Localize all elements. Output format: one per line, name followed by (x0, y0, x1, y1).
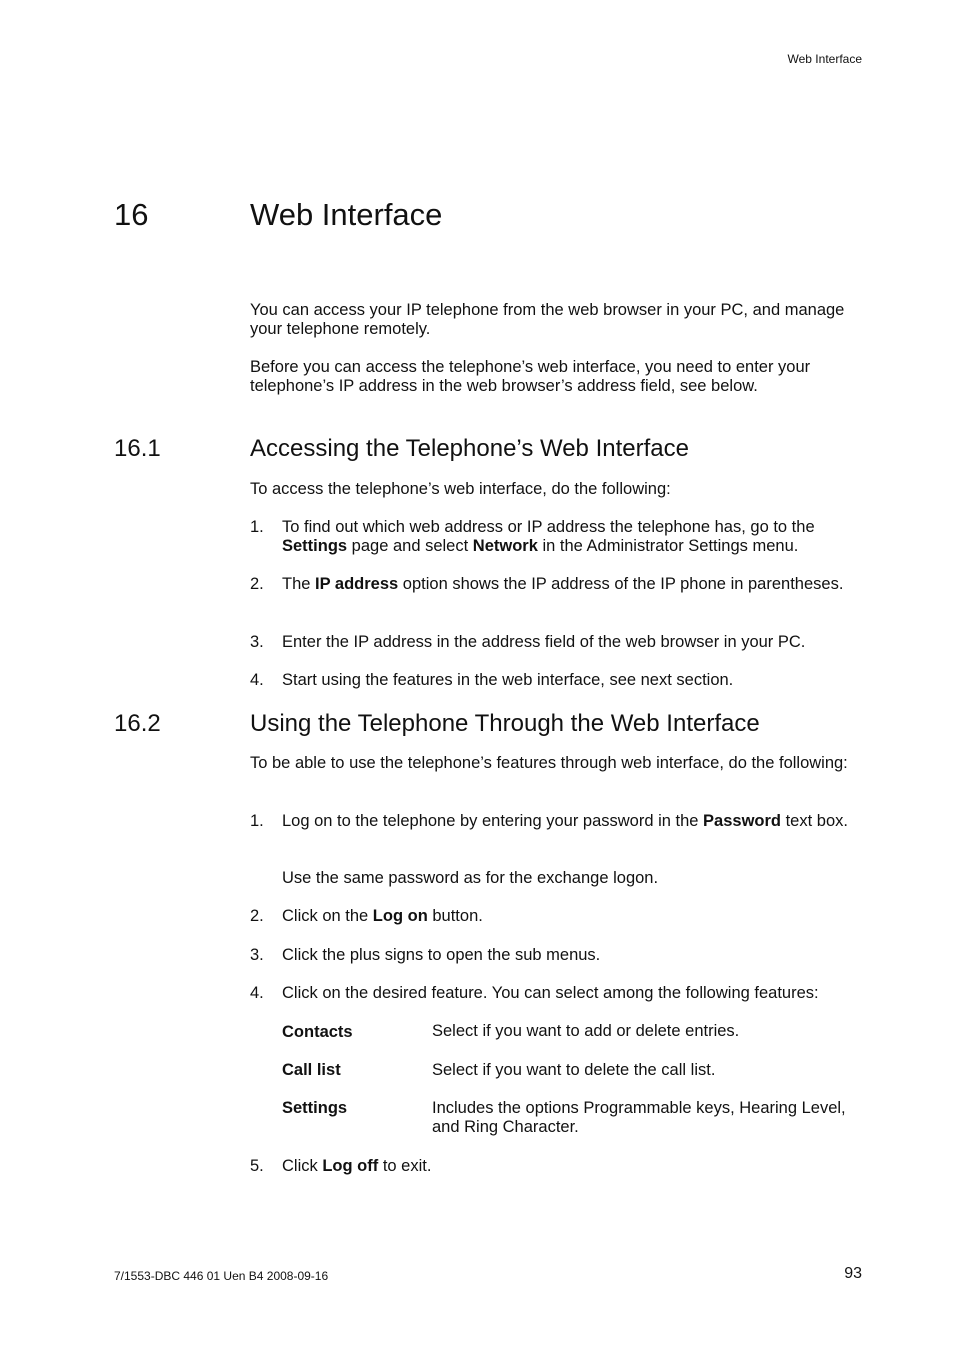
step-number: 1. (250, 812, 264, 830)
section-title: Accessing the Telephone’s Web Interface (250, 435, 689, 462)
step-text: Click on the desired feature. You can select among the following features: (282, 984, 819, 1002)
chapter-number: 16 (114, 197, 149, 232)
section-number: 16.2 (114, 710, 161, 737)
section-lead: To be able to use the telephone’s features through web interface, do the following: (250, 754, 848, 772)
intro-paragraph: Before you can access the telephone’s web interface, you need to enter your telephone’s IP address in the web browser’s address field, see below. (250, 358, 811, 395)
step-number: 2. (250, 575, 264, 593)
step-text: To find out which web address or IP address the telephone has, go to the Settings page and select Network in the Administrator Settings menu. (282, 518, 815, 555)
running-header: Web Interface (787, 52, 862, 66)
step-text: Click the plus signs to open the sub menus. (282, 946, 601, 964)
step-number: 4. (250, 671, 264, 689)
step-number: 1. (250, 518, 264, 536)
section-title: Using the Telephone Through the Web Interface (250, 710, 760, 737)
intro-paragraph: You can access your IP telephone from the web browser in your PC, and manage your telephone remotely. (250, 301, 845, 338)
feature-description: Includes the options Programmable keys, Hearing Level, and Ring Character. (432, 1099, 846, 1136)
step-text: Click on the Log on button. (282, 907, 483, 925)
step-text: The IP address option shows the IP address of the IP phone in parentheses. (282, 575, 844, 593)
footer-document-id: 7/1553-DBC 446 01 Uen B4 2008-09-16 (114, 1269, 329, 1283)
step-text: Log on to the telephone by entering your password in the Password text box. (282, 812, 848, 830)
section-lead: To access the telephone’s web interface, do the following: (250, 480, 671, 498)
step-number: 2. (250, 907, 264, 925)
section-number: 16.1 (114, 435, 161, 462)
feature-term: Contacts (282, 1023, 353, 1041)
chapter-title: Web Interface (250, 197, 443, 232)
step-number: 3. (250, 946, 264, 964)
step-note: Use the same password as for the exchange logon. (282, 869, 659, 887)
step-text: Click Log off to exit. (282, 1157, 432, 1175)
step-text: Enter the IP address in the address field of the web browser in your PC. (282, 633, 806, 651)
step-number: 3. (250, 633, 264, 651)
step-text: Start using the features in the web interface, see next section. (282, 671, 734, 689)
feature-description: Select if you want to delete the call list. (432, 1061, 716, 1079)
page-number: 93 (844, 1265, 862, 1282)
feature-term: Call list (282, 1061, 341, 1079)
step-number: 4. (250, 984, 264, 1002)
step-number: 5. (250, 1157, 264, 1175)
feature-term: Settings (282, 1099, 348, 1117)
feature-description: Select if you want to add or delete entries. (432, 1022, 740, 1040)
